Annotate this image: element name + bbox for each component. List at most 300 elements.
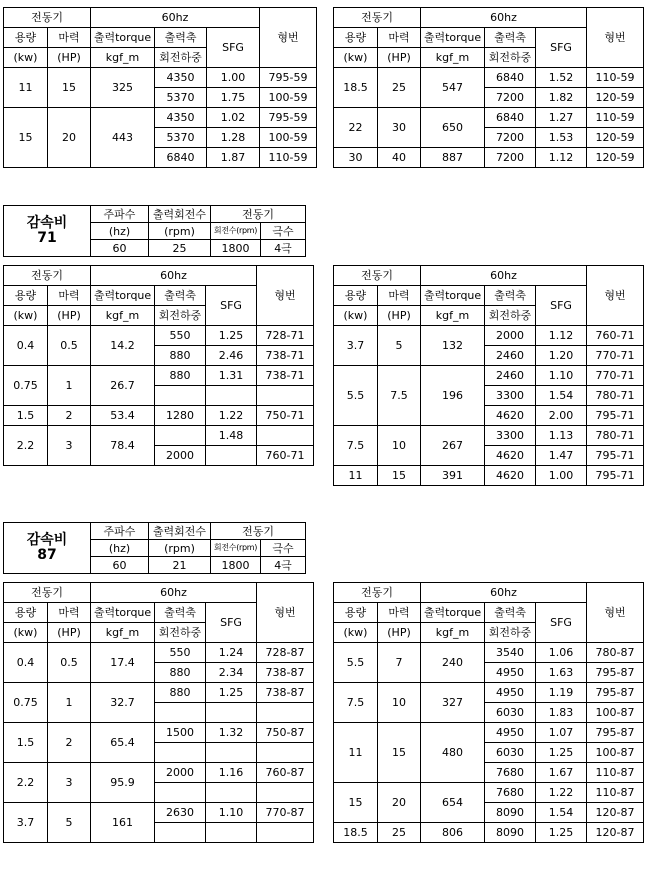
- hp-cell: 25: [378, 68, 421, 108]
- model-header: 형번: [257, 583, 314, 643]
- model-cell: 795-71: [587, 406, 644, 426]
- reduction-ratio: [4, 523, 91, 574]
- sfg-cell: 1.07: [536, 723, 587, 743]
- torque-header: 출력torque: [421, 286, 485, 306]
- model-cell: 780-71: [587, 386, 644, 406]
- kw-cell: 0.4: [4, 326, 48, 366]
- model-cell: [257, 783, 314, 803]
- sfg-header: SFG: [536, 28, 587, 68]
- model-cell: 795-59: [260, 108, 317, 128]
- model-cell: 100-59: [260, 128, 317, 148]
- spec-table-left-1: [3, 7, 317, 168]
- sfg-cell: 1.00: [536, 466, 587, 486]
- model-cell: 770-87: [257, 803, 314, 823]
- load-cell: 4350: [155, 108, 207, 128]
- sfg-cell: 1.22: [536, 783, 587, 803]
- hp-cell: 7: [378, 643, 421, 683]
- sfg-cell: 1.63: [536, 663, 587, 683]
- load-cell: 3300: [485, 426, 536, 446]
- power-header: 마력: [48, 286, 91, 306]
- torque-cell: 240: [421, 643, 485, 683]
- out-rpm-value: 21: [149, 557, 211, 574]
- load-cell: 5370: [155, 88, 207, 108]
- model-cell: 728-87: [257, 643, 314, 663]
- torque-header: 출력torque: [421, 603, 485, 623]
- kw-cell: 7.5: [334, 426, 378, 466]
- motor-header: 전동기: [334, 8, 421, 28]
- hz-header: 60hz: [421, 8, 587, 28]
- load-cell: 2460: [485, 366, 536, 386]
- sfg-cell: 1.25: [536, 823, 587, 843]
- torque-header: 출력torque: [91, 286, 155, 306]
- spec-table-right-1: [333, 7, 644, 168]
- sfg-cell: [206, 703, 257, 723]
- model-cell: 795-87: [587, 683, 644, 703]
- kw-cell: 5.5: [334, 366, 378, 426]
- load-header: 회전하중: [485, 623, 536, 643]
- model-cell: 110-59: [587, 108, 644, 128]
- kw-cell: 1.5: [4, 723, 48, 763]
- motor-header: 전동기: [334, 583, 421, 603]
- capacity-header: 용량: [334, 28, 378, 48]
- ratio-value: 71: [37, 230, 57, 246]
- torque-cell: 26.7: [91, 366, 155, 406]
- sfg-cell: 1.10: [206, 803, 257, 823]
- hp-cell: 5: [48, 803, 91, 843]
- hz-header: 60hz: [91, 266, 257, 286]
- load-cell: 2000: [485, 326, 536, 346]
- torque-cell: 17.4: [91, 643, 155, 683]
- spec-table-right-87: [333, 582, 644, 843]
- kw-unit: (kw): [4, 48, 48, 68]
- sfg-cell: 1.28: [207, 128, 260, 148]
- out-shaft-header: 출력축: [155, 28, 207, 48]
- torque-cell: 161: [91, 803, 155, 843]
- sfg-header: SFG: [206, 286, 257, 326]
- load-cell: 4950: [485, 663, 536, 683]
- sfg-cell: 2.46: [206, 346, 257, 366]
- sfg-cell: 2.00: [536, 406, 587, 426]
- torque-cell: 267: [421, 426, 485, 466]
- model-cell: 120-59: [587, 88, 644, 108]
- model-cell: 728-71: [257, 326, 314, 346]
- model-cell: 780-71: [587, 426, 644, 446]
- model-cell: 100-59: [260, 88, 317, 108]
- sfg-cell: [206, 783, 257, 803]
- ratio-table-71: [3, 205, 306, 257]
- sfg-cell: 1.48: [206, 426, 257, 446]
- hz-unit: (hz): [91, 223, 149, 240]
- load-cell: 6030: [485, 703, 536, 723]
- model-cell: 795-71: [587, 466, 644, 486]
- spec-table-left-87: [3, 582, 314, 843]
- hp-cell: 15: [378, 723, 421, 783]
- motor-rpm-header: 회전수(rpm): [211, 540, 261, 557]
- hp-cell: 15: [48, 68, 91, 108]
- hp-cell: 0.5: [48, 326, 91, 366]
- sfg-cell: 1.52: [536, 68, 587, 88]
- kw-cell: 2.2: [4, 426, 48, 466]
- load-cell: 7680: [485, 763, 536, 783]
- model-cell: 120-87: [587, 823, 644, 843]
- model-cell: 738-87: [257, 683, 314, 703]
- kgfm-unit: kgf_m: [91, 48, 155, 68]
- model-cell: [257, 386, 314, 406]
- kw-cell: 30: [334, 148, 378, 168]
- hp-cell: 5: [378, 326, 421, 366]
- model-cell: [257, 743, 314, 763]
- kw-cell: 3.7: [334, 326, 378, 366]
- load-cell: 6840: [485, 68, 536, 88]
- model-cell: 110-59: [587, 68, 644, 88]
- sfg-cell: 1.12: [536, 326, 587, 346]
- load-cell: 4620: [485, 466, 536, 486]
- model-header: 형번: [587, 266, 644, 326]
- capacity-header: 용량: [334, 603, 378, 623]
- model-cell: [257, 703, 314, 723]
- kw-cell: 1.5: [4, 406, 48, 426]
- load-cell: [155, 823, 206, 843]
- motor-header: 전동기: [211, 206, 306, 223]
- sfg-cell: 1.83: [536, 703, 587, 723]
- model-header: 형번: [260, 8, 317, 68]
- hp-unit: (HP): [378, 306, 421, 326]
- capacity-header: 용량: [4, 28, 48, 48]
- torque-cell: 32.7: [91, 683, 155, 723]
- kgfm-unit: kgf_m: [421, 623, 485, 643]
- rpm-unit: (rpm): [149, 540, 211, 557]
- load-cell: 2630: [155, 803, 206, 823]
- sfg-cell: 1.19: [536, 683, 587, 703]
- model-cell: 770-71: [587, 346, 644, 366]
- sfg-cell: 1.16: [206, 763, 257, 783]
- torque-cell: 547: [421, 68, 485, 108]
- kw-cell: 11: [334, 466, 378, 486]
- model-cell: [257, 426, 314, 446]
- load-cell: 4950: [485, 723, 536, 743]
- sfg-cell: 1.10: [536, 366, 587, 386]
- load-cell: 6840: [485, 108, 536, 128]
- model-cell: 738-87: [257, 663, 314, 683]
- model-header: 형번: [257, 266, 314, 326]
- kw-cell: 11: [334, 723, 378, 783]
- kw-cell: 3.7: [4, 803, 48, 843]
- load-cell: 3300: [485, 386, 536, 406]
- load-cell: 8090: [485, 803, 536, 823]
- hz-header: 60hz: [421, 266, 587, 286]
- hp-cell: 40: [378, 148, 421, 168]
- out-rpm-header: 출력회전수: [149, 206, 211, 223]
- load-cell: 550: [155, 643, 206, 663]
- sfg-cell: [206, 743, 257, 763]
- hz-header: 60hz: [91, 8, 260, 28]
- sfg-cell: [206, 446, 257, 466]
- hp-cell: 20: [48, 108, 91, 168]
- load-cell: 4620: [485, 446, 536, 466]
- model-cell: 750-71: [257, 406, 314, 426]
- torque-cell: 132: [421, 326, 485, 366]
- model-cell: 738-71: [257, 346, 314, 366]
- torque-header: 출력torque: [91, 28, 155, 48]
- load-cell: 5370: [155, 128, 207, 148]
- kw-cell: 18.5: [334, 823, 378, 843]
- model-cell: 795-59: [260, 68, 317, 88]
- kw-cell: 0.75: [4, 366, 48, 406]
- sfg-cell: 1.22: [206, 406, 257, 426]
- hp-unit: (HP): [378, 623, 421, 643]
- motor-header: 전동기: [4, 266, 91, 286]
- power-header: 마력: [48, 28, 91, 48]
- kw-unit: (kw): [4, 306, 48, 326]
- model-cell: 110-59: [260, 148, 317, 168]
- model-cell: 795-87: [587, 663, 644, 683]
- model-cell: 795-87: [587, 723, 644, 743]
- sfg-header: SFG: [207, 28, 260, 68]
- kw-unit: (kw): [334, 306, 378, 326]
- freq-value: 60: [91, 240, 149, 257]
- freq-header: 주파수: [91, 523, 149, 540]
- load-cell: 1500: [155, 723, 206, 743]
- kw-cell: 22: [334, 108, 378, 148]
- kgfm-unit: kgf_m: [421, 306, 485, 326]
- load-cell: [155, 783, 206, 803]
- kw-cell: 11: [4, 68, 48, 108]
- load-cell: 2000: [155, 763, 206, 783]
- hp-unit: (HP): [378, 48, 421, 68]
- model-cell: 780-87: [587, 643, 644, 663]
- motor-header: 전동기: [211, 523, 306, 540]
- torque-cell: 391: [421, 466, 485, 486]
- torque-header: 출력torque: [91, 603, 155, 623]
- load-cell: 6840: [155, 148, 207, 168]
- model-cell: 120-87: [587, 803, 644, 823]
- load-cell: 7200: [485, 128, 536, 148]
- sfg-cell: 1.00: [207, 68, 260, 88]
- sfg-cell: [206, 386, 257, 406]
- sfg-cell: 1.82: [536, 88, 587, 108]
- hz-header: 60hz: [421, 583, 587, 603]
- torque-cell: 654: [421, 783, 485, 823]
- hz-unit: (hz): [91, 540, 149, 557]
- model-cell: [257, 823, 314, 843]
- out-shaft-header: 출력축: [485, 28, 536, 48]
- poles-value: 4극: [261, 557, 306, 574]
- model-cell: 100-87: [587, 703, 644, 723]
- kw-cell: 0.4: [4, 643, 48, 683]
- capacity-header: 용량: [334, 286, 378, 306]
- load-cell: 2000: [155, 446, 206, 466]
- load-cell: 4350: [155, 68, 207, 88]
- load-header: 회전하중: [485, 48, 536, 68]
- load-cell: 880: [155, 366, 206, 386]
- kw-unit: (kw): [4, 623, 48, 643]
- model-cell: 760-71: [257, 446, 314, 466]
- kw-cell: 18.5: [334, 68, 378, 108]
- sfg-cell: 1.87: [207, 148, 260, 168]
- torque-cell: 196: [421, 366, 485, 426]
- sfg-header: SFG: [536, 603, 587, 643]
- hp-cell: 20: [378, 783, 421, 823]
- sfg-cell: 1.31: [206, 366, 257, 386]
- hp-cell: 3: [48, 426, 91, 466]
- load-cell: 7200: [485, 88, 536, 108]
- rpm-unit: (rpm): [149, 223, 211, 240]
- load-cell: 880: [155, 663, 206, 683]
- sfg-cell: 1.25: [536, 743, 587, 763]
- model-header: 형번: [587, 583, 644, 643]
- ratio-label: 감속비: [26, 215, 68, 231]
- load-cell: 7200: [485, 148, 536, 168]
- torque-cell: 65.4: [91, 723, 155, 763]
- kw-cell: 7.5: [334, 683, 378, 723]
- hp-cell: 30: [378, 108, 421, 148]
- torque-cell: 325: [91, 68, 155, 108]
- torque-cell: 78.4: [91, 426, 155, 466]
- freq-value: 60: [91, 557, 149, 574]
- hp-cell: 25: [378, 823, 421, 843]
- torque-cell: 95.9: [91, 763, 155, 803]
- torque-header: 출력torque: [421, 28, 485, 48]
- sfg-header: SFG: [206, 603, 257, 643]
- hp-cell: 1: [48, 366, 91, 406]
- hp-unit: (HP): [48, 306, 91, 326]
- load-cell: 6030: [485, 743, 536, 763]
- model-cell: 110-87: [587, 763, 644, 783]
- kw-cell: 15: [334, 783, 378, 823]
- load-cell: 880: [155, 683, 206, 703]
- load-cell: [155, 743, 206, 763]
- out-shaft-header: 출력축: [485, 603, 536, 623]
- kw-cell: 5.5: [334, 643, 378, 683]
- ratio-table-87: [3, 522, 306, 574]
- motor-header: 전동기: [4, 583, 91, 603]
- sfg-cell: 1.27: [536, 108, 587, 128]
- load-header: 회전하중: [155, 48, 207, 68]
- model-cell: 770-71: [587, 366, 644, 386]
- hp-cell: 10: [378, 683, 421, 723]
- power-header: 마력: [378, 603, 421, 623]
- sfg-cell: 1.12: [536, 148, 587, 168]
- power-header: 마력: [378, 28, 421, 48]
- hp-cell: 3: [48, 763, 91, 803]
- torque-cell: 887: [421, 148, 485, 168]
- sfg-cell: 1.24: [206, 643, 257, 663]
- poles-header: 극수: [261, 223, 306, 240]
- torque-cell: 443: [91, 108, 155, 168]
- sfg-cell: 1.54: [536, 803, 587, 823]
- load-cell: [155, 426, 206, 446]
- load-cell: 4950: [485, 683, 536, 703]
- sfg-cell: 1.54: [536, 386, 587, 406]
- load-cell: 7680: [485, 783, 536, 803]
- ratio-value: 87: [37, 547, 57, 563]
- out-shaft-header: 출력축: [155, 603, 206, 623]
- motor-rpm-value: 1800: [211, 240, 261, 257]
- motor-rpm-header: 회전수(rpm): [211, 223, 261, 240]
- motor-rpm-value: 1800: [211, 557, 261, 574]
- load-cell: 1280: [155, 406, 206, 426]
- sfg-cell: 1.25: [206, 683, 257, 703]
- sfg-cell: 1.32: [206, 723, 257, 743]
- load-cell: 880: [155, 346, 206, 366]
- load-cell: [155, 703, 206, 723]
- hp-cell: 7.5: [378, 366, 421, 426]
- spec-table-right-71: [333, 265, 644, 486]
- sfg-cell: 1.67: [536, 763, 587, 783]
- model-cell: 120-59: [587, 148, 644, 168]
- kw-unit: (kw): [334, 623, 378, 643]
- load-cell: 8090: [485, 823, 536, 843]
- motor-header: 전동기: [334, 266, 421, 286]
- sfg-cell: 1.13: [536, 426, 587, 446]
- hp-unit: (HP): [48, 623, 91, 643]
- model-cell: 110-87: [587, 783, 644, 803]
- torque-cell: 53.4: [91, 406, 155, 426]
- model-cell: 760-71: [587, 326, 644, 346]
- sfg-cell: 1.06: [536, 643, 587, 663]
- capacity-header: 용량: [4, 286, 48, 306]
- power-header: 마력: [378, 286, 421, 306]
- sfg-cell: 1.20: [536, 346, 587, 366]
- model-cell: 760-87: [257, 763, 314, 783]
- poles-value: 4극: [261, 240, 306, 257]
- sfg-cell: 2.34: [206, 663, 257, 683]
- sfg-cell: 1.02: [207, 108, 260, 128]
- model-header: 형번: [587, 8, 644, 68]
- capacity-header: 용량: [4, 603, 48, 623]
- sfg-cell: [206, 823, 257, 843]
- out-rpm-header: 출력회전수: [149, 523, 211, 540]
- hp-cell: 15: [378, 466, 421, 486]
- sfg-cell: 1.53: [536, 128, 587, 148]
- load-cell: 3540: [485, 643, 536, 663]
- sfg-cell: 1.47: [536, 446, 587, 466]
- torque-cell: 650: [421, 108, 485, 148]
- model-cell: 795-71: [587, 446, 644, 466]
- hp-cell: 1: [48, 683, 91, 723]
- kw-unit: (kw): [334, 48, 378, 68]
- poles-header: 극수: [261, 540, 306, 557]
- hp-cell: 0.5: [48, 643, 91, 683]
- reduction-ratio: [4, 206, 91, 257]
- hp-cell: 2: [48, 723, 91, 763]
- load-cell: 2460: [485, 346, 536, 366]
- model-cell: 750-87: [257, 723, 314, 743]
- out-shaft-header: 출력축: [485, 286, 536, 306]
- kgfm-unit: kgf_m: [421, 48, 485, 68]
- model-cell: 100-87: [587, 743, 644, 763]
- load-cell: [155, 386, 206, 406]
- spec-table-left-71: [3, 265, 314, 466]
- torque-cell: 480: [421, 723, 485, 783]
- out-shaft-header: 출력축: [155, 286, 206, 306]
- freq-header: 주파수: [91, 206, 149, 223]
- kw-cell: 2.2: [4, 763, 48, 803]
- kw-cell: 15: [4, 108, 48, 168]
- model-cell: 120-59: [587, 128, 644, 148]
- power-header: 마력: [48, 603, 91, 623]
- load-cell: 4620: [485, 406, 536, 426]
- motor-header: 전동기: [4, 8, 91, 28]
- hp-cell: 10: [378, 426, 421, 466]
- load-header: 회전하중: [485, 306, 536, 326]
- ratio-label: 감속비: [26, 532, 68, 548]
- torque-cell: 327: [421, 683, 485, 723]
- sfg-cell: 1.75: [207, 88, 260, 108]
- sfg-header: SFG: [536, 286, 587, 326]
- kgfm-unit: kgf_m: [91, 623, 155, 643]
- torque-cell: 806: [421, 823, 485, 843]
